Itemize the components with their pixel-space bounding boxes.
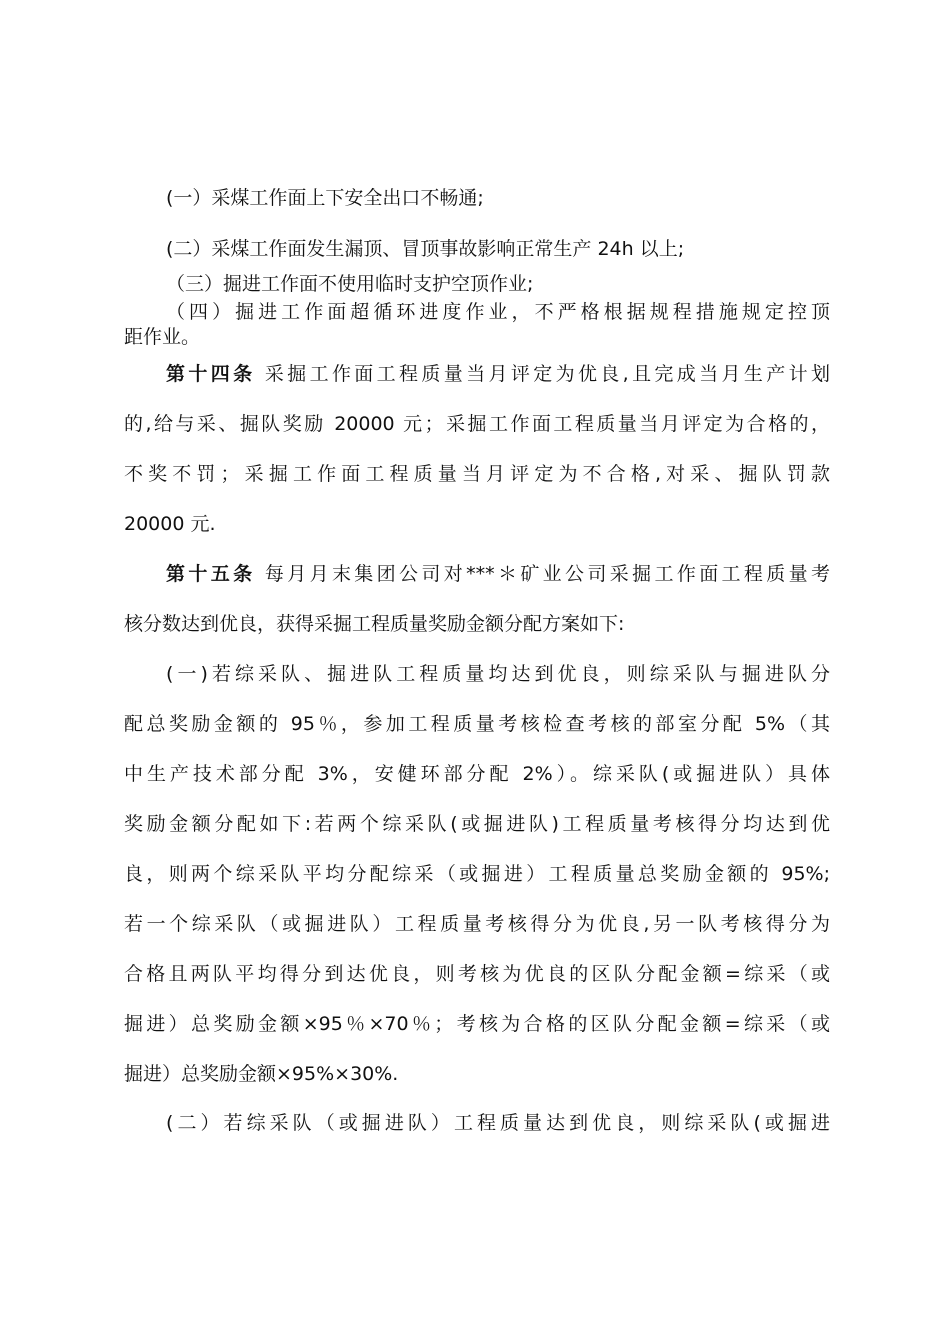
article-14-line — [166, 362, 830, 386]
article-15-heading: 第十五条 — [166, 563, 256, 585]
list-item-4: （四）掘进工作面超循环进度作业，不严格根据规程措施规定控顶 — [166, 301, 830, 323]
article-14-line: 不奖不罚；采掘工作面工程质量当月评定为不合格,对采、掘队罚款 — [124, 463, 830, 485]
article-15-line: 核分数达到优良，获得采掘工程质量奖励金额分配方案如下: — [124, 613, 625, 635]
subclause-1-line: (一)若综采队、掘进队工程质量均达到优良，则综采队与掘进队分 — [166, 663, 830, 685]
article-15-text: 每月月末集团公司对***＊矿业公司采掘工作面工程质量考 — [264, 563, 830, 585]
article-14-text: 采掘工作面工程质量当月评定为优良,且完成当月生产计划 — [264, 363, 830, 385]
subclause-2-line: (二）若综采队（或掘进队）工程质量达到优良，则综采队(或掘进 — [166, 1112, 830, 1134]
subclause-1-line: 奖励金额分配如下:若两个综采队(或掘进队)工程质量考核得分均达到优 — [124, 813, 830, 835]
subclause-1-line: 中生产技术部分配 3%，安健环部分配 2%）。综采队(或掘进队）具体 — [124, 763, 830, 785]
subclause-1-line: 若一个综采队（或掘进队）工程质量考核得分为优良,另一队考核得分为 — [124, 913, 830, 935]
subclause-1-line: 配总奖励金额的 95％，参加工程质量考核检查考核的部室分配 5%（其 — [124, 713, 830, 735]
subclause-1-line: 掘进）总奖励金额×95％×70％；考核为合格的区队分配金额=综采（或 — [124, 1013, 830, 1035]
list-item-3: （三）掘进工作面不使用临时支护空顶作业; — [166, 273, 534, 295]
article-15-line — [166, 562, 830, 586]
list-item-1: (一）采煤工作面上下安全出口不畅通; — [166, 187, 484, 209]
subclause-1-line: 掘进）总奖励金额×95%×30%. — [124, 1063, 399, 1085]
subclause-1-line: 良，则两个综采队平均分配综采（或掘进）工程质量总奖励金额的 95%; — [124, 863, 830, 885]
article-14-heading: 第十四条 — [166, 363, 256, 385]
article-14-line: 的,给与采、掘队奖励 20000 元；采掘工作面工程质量当月评定为合格的， — [124, 413, 830, 435]
list-item-4-cont: 距作业。 — [124, 326, 201, 348]
subclause-1-line: 合格且两队平均得分到达优良，则考核为优良的区队分配金额=综采（或 — [124, 963, 830, 985]
list-item-2: (二）采煤工作面发生漏顶、冒顶事故影响正常生产 24h 以上; — [166, 238, 685, 260]
article-14-line: 20000 元. — [124, 513, 216, 535]
